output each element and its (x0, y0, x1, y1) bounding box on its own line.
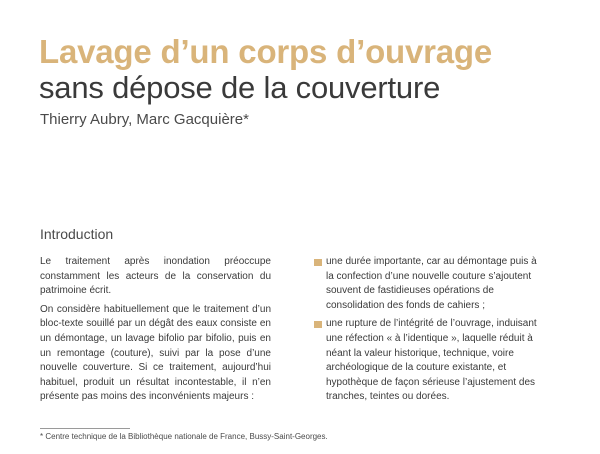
list-item-text: une rupture de l’intégrité de l’ouvrage, induisant une réfection « à l’identique », laquelle réduit à néant la valeur historique, technique, voire archéologique de la couture existante, et hypothèque de façon sérieuse l’ajustement des tranches, teintes ou dorées. (326, 318, 537, 403)
list-item-text: une durée importante, car au démontage puis à la confection d’une nouvelle couture s’ajoutent souvent de fastidieuses opérations de consolidation des fonds de cahiers ; (326, 256, 537, 311)
list-item (313, 255, 545, 313)
footnote: * Centre technique de la Bibliothèque nationale de France, Bussy-Saint-Georges. (40, 432, 328, 441)
square-bullet-icon (314, 259, 322, 266)
square-bullet-icon (314, 321, 322, 328)
footnote-divider (40, 428, 130, 429)
article-subtitle: sans dépose de la couverture (39, 70, 441, 105)
authors-line: Thierry Aubry, Marc Gacquière* (40, 111, 249, 128)
paragraph: On considère habituellement que le traitement d’un bloc-texte souillé par un dégât des eaux consiste en un démontage, un lavage bifolio par bifolio, puis en un remontage (couture), suivi par la pose d’une nouvelle couverture. Si ce traitement, aujourd’hui habituel, produit un résultat incontestable, il n’en présente pas moins des inconvénients majeurs : (40, 303, 271, 403)
list-item (313, 317, 545, 405)
paragraph: Le traitement après inondation préoccupe constamment les acteurs de la conservation du patrimoine écrit. (40, 256, 271, 297)
left-text-column (40, 255, 271, 405)
article-title: Lavage d’un corps d’ouvrage (39, 33, 493, 70)
section-heading-introduction: Introduction (40, 226, 114, 242)
right-bullet-list (313, 255, 545, 405)
